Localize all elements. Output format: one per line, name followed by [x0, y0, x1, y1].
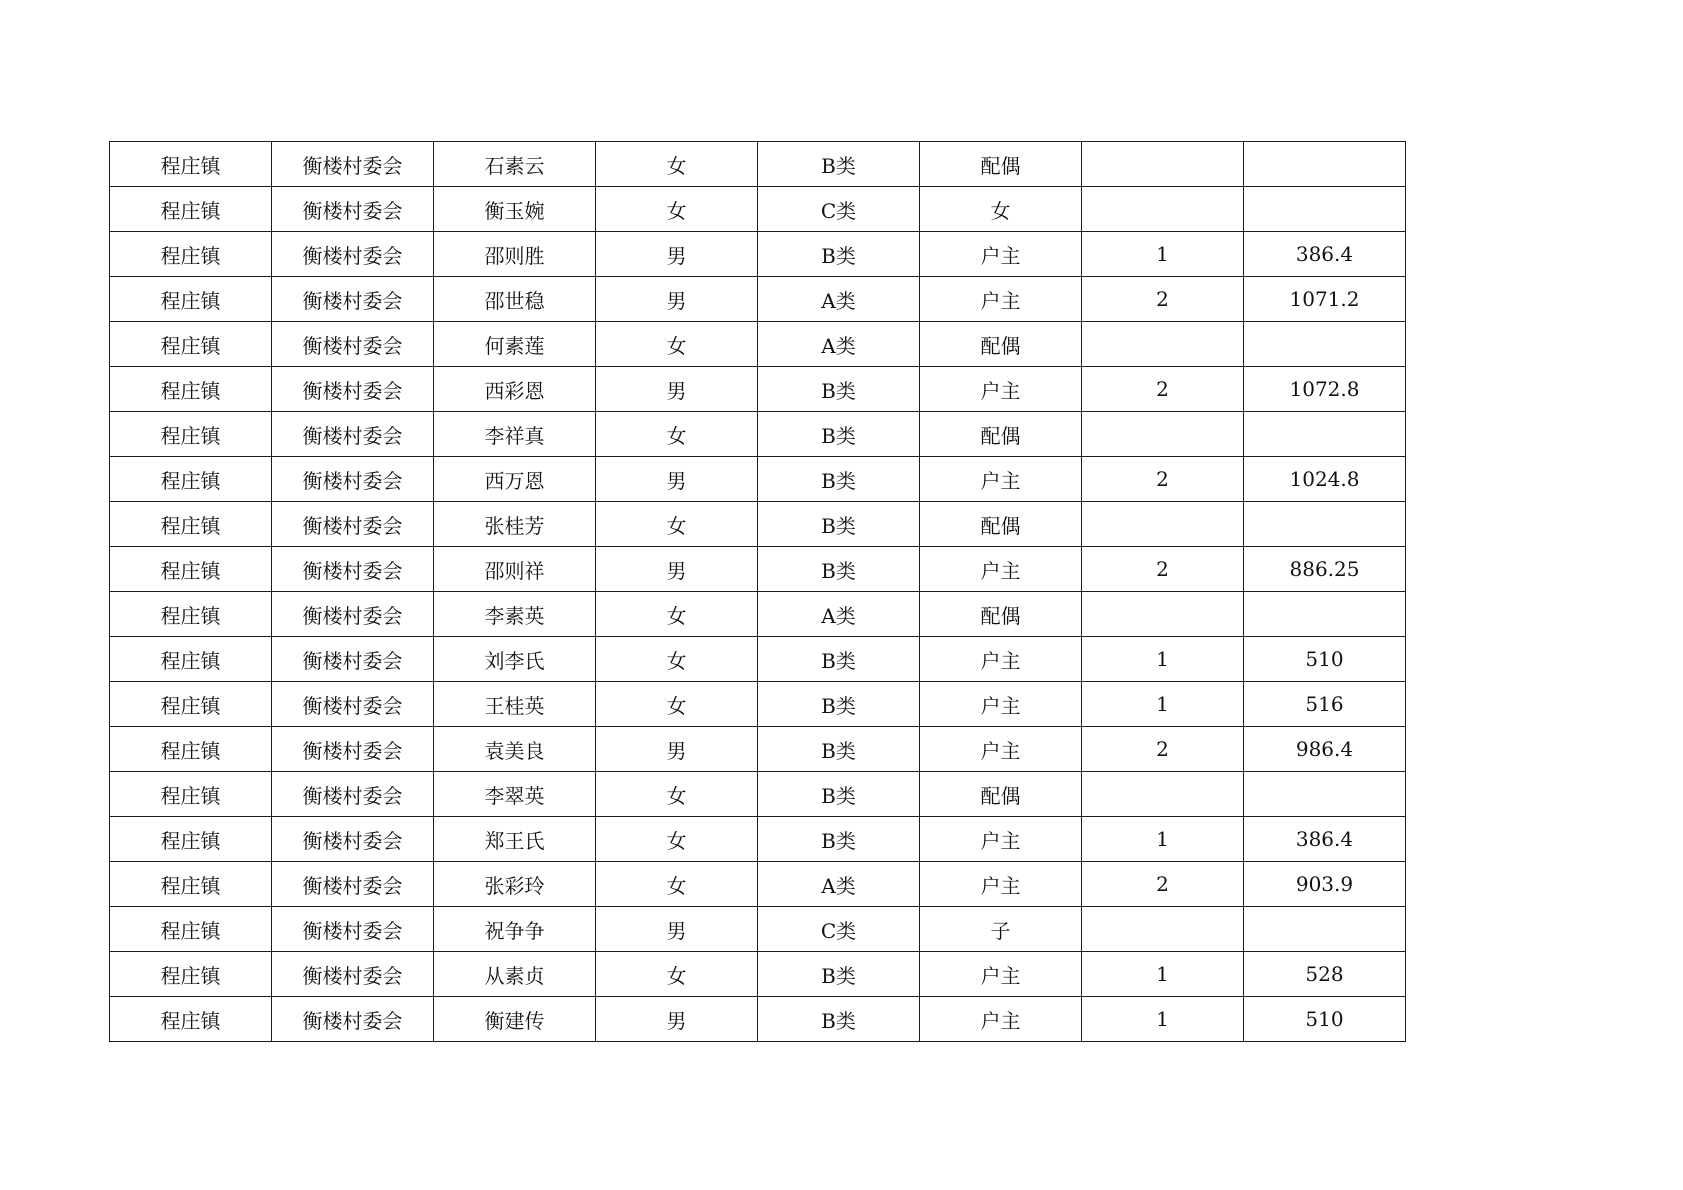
village-cell: 衡楼村委会 — [272, 862, 434, 907]
town-cell: 程庄镇 — [110, 322, 272, 367]
village-cell: 衡楼村委会 — [272, 592, 434, 637]
table-row — [110, 727, 1406, 772]
table-row — [110, 277, 1406, 322]
gender-cell: 女 — [596, 592, 758, 637]
amount-cell: 986.4 — [1244, 727, 1406, 772]
table-row — [110, 682, 1406, 727]
town-cell: 程庄镇 — [110, 952, 272, 997]
relation-cell: 户主 — [920, 682, 1082, 727]
gender-cell: 男 — [596, 367, 758, 412]
amount-cell: 903.9 — [1244, 862, 1406, 907]
gender-cell: 女 — [596, 412, 758, 457]
table-row — [110, 637, 1406, 682]
relation-cell: 配偶 — [920, 412, 1082, 457]
name-cell: 王桂英 — [434, 682, 596, 727]
relation-cell: 户主 — [920, 457, 1082, 502]
name-cell: 郑王氏 — [434, 817, 596, 862]
household-count-cell — [1082, 412, 1244, 457]
name-cell: 从素贞 — [434, 952, 596, 997]
name-cell: 何素莲 — [434, 322, 596, 367]
gender-cell: 女 — [596, 952, 758, 997]
category-cell: B类 — [758, 997, 920, 1042]
category-cell: B类 — [758, 367, 920, 412]
town-cell: 程庄镇 — [110, 502, 272, 547]
category-cell: A类 — [758, 592, 920, 637]
relation-cell: 户主 — [920, 727, 1082, 772]
table-row — [110, 457, 1406, 502]
amount-cell: 1072.8 — [1244, 367, 1406, 412]
table-body — [110, 142, 1406, 1042]
relation-cell: 户主 — [920, 862, 1082, 907]
town-cell: 程庄镇 — [110, 232, 272, 277]
town-cell: 程庄镇 — [110, 682, 272, 727]
amount-cell: 510 — [1244, 997, 1406, 1042]
household-count-cell: 2 — [1082, 457, 1244, 502]
category-cell: C类 — [758, 187, 920, 232]
table-row — [110, 817, 1406, 862]
household-count-cell — [1082, 142, 1244, 187]
village-cell: 衡楼村委会 — [272, 412, 434, 457]
village-cell: 衡楼村委会 — [272, 187, 434, 232]
town-cell: 程庄镇 — [110, 862, 272, 907]
town-cell: 程庄镇 — [110, 547, 272, 592]
household-count-cell — [1082, 907, 1244, 952]
town-cell: 程庄镇 — [110, 592, 272, 637]
category-cell: B类 — [758, 727, 920, 772]
village-cell: 衡楼村委会 — [272, 637, 434, 682]
household-count-cell: 2 — [1082, 862, 1244, 907]
name-cell: 张彩玲 — [434, 862, 596, 907]
gender-cell: 女 — [596, 862, 758, 907]
village-cell: 衡楼村委会 — [272, 142, 434, 187]
amount-cell: 886.25 — [1244, 547, 1406, 592]
village-cell: 衡楼村委会 — [272, 907, 434, 952]
household-count-cell: 2 — [1082, 277, 1244, 322]
town-cell: 程庄镇 — [110, 412, 272, 457]
town-cell: 程庄镇 — [110, 997, 272, 1042]
amount-cell — [1244, 592, 1406, 637]
household-count-cell: 1 — [1082, 952, 1244, 997]
household-count-cell: 1 — [1082, 232, 1244, 277]
data-table — [109, 141, 1406, 1042]
amount-cell: 528 — [1244, 952, 1406, 997]
relation-cell: 户主 — [920, 817, 1082, 862]
category-cell: B类 — [758, 817, 920, 862]
table-row — [110, 862, 1406, 907]
table-row — [110, 907, 1406, 952]
name-cell: 祝争争 — [434, 907, 596, 952]
household-count-cell — [1082, 502, 1244, 547]
relation-cell: 子 — [920, 907, 1082, 952]
name-cell: 李翠英 — [434, 772, 596, 817]
household-count-cell — [1082, 187, 1244, 232]
name-cell: 李素英 — [434, 592, 596, 637]
relation-cell: 配偶 — [920, 772, 1082, 817]
amount-cell — [1244, 322, 1406, 367]
gender-cell: 男 — [596, 232, 758, 277]
relation-cell: 配偶 — [920, 322, 1082, 367]
name-cell: 西彩恩 — [434, 367, 596, 412]
gender-cell: 女 — [596, 142, 758, 187]
village-cell: 衡楼村委会 — [272, 457, 434, 502]
gender-cell: 女 — [596, 682, 758, 727]
amount-cell — [1244, 412, 1406, 457]
category-cell: B类 — [758, 547, 920, 592]
name-cell: 衡玉婉 — [434, 187, 596, 232]
category-cell: B类 — [758, 952, 920, 997]
amount-cell: 516 — [1244, 682, 1406, 727]
household-count-cell — [1082, 772, 1244, 817]
village-cell: 衡楼村委会 — [272, 322, 434, 367]
table-row — [110, 952, 1406, 997]
gender-cell: 男 — [596, 277, 758, 322]
amount-cell: 510 — [1244, 637, 1406, 682]
category-cell: B类 — [758, 232, 920, 277]
relation-cell: 女 — [920, 187, 1082, 232]
amount-cell: 1071.2 — [1244, 277, 1406, 322]
amount-cell: 386.4 — [1244, 817, 1406, 862]
name-cell: 邵则祥 — [434, 547, 596, 592]
amount-cell — [1244, 502, 1406, 547]
town-cell: 程庄镇 — [110, 772, 272, 817]
category-cell: B类 — [758, 142, 920, 187]
household-count-cell: 1 — [1082, 637, 1244, 682]
household-count-cell — [1082, 322, 1244, 367]
amount-cell — [1244, 772, 1406, 817]
village-cell: 衡楼村委会 — [272, 367, 434, 412]
name-cell: 西万恩 — [434, 457, 596, 502]
village-cell: 衡楼村委会 — [272, 277, 434, 322]
town-cell: 程庄镇 — [110, 277, 272, 322]
amount-cell — [1244, 142, 1406, 187]
town-cell: 程庄镇 — [110, 817, 272, 862]
town-cell: 程庄镇 — [110, 367, 272, 412]
relation-cell: 配偶 — [920, 502, 1082, 547]
name-cell: 石素云 — [434, 142, 596, 187]
village-cell: 衡楼村委会 — [272, 817, 434, 862]
gender-cell: 女 — [596, 502, 758, 547]
category-cell: B类 — [758, 412, 920, 457]
village-cell: 衡楼村委会 — [272, 772, 434, 817]
gender-cell: 女 — [596, 637, 758, 682]
town-cell: 程庄镇 — [110, 637, 272, 682]
town-cell: 程庄镇 — [110, 727, 272, 772]
table-row — [110, 412, 1406, 457]
relation-cell: 户主 — [920, 637, 1082, 682]
relation-cell: 户主 — [920, 367, 1082, 412]
relation-cell: 户主 — [920, 232, 1082, 277]
gender-cell: 女 — [596, 322, 758, 367]
relation-cell: 配偶 — [920, 592, 1082, 637]
gender-cell: 女 — [596, 772, 758, 817]
relation-cell: 户主 — [920, 997, 1082, 1042]
table-row — [110, 187, 1406, 232]
name-cell: 邵则胜 — [434, 232, 596, 277]
category-cell: B类 — [758, 682, 920, 727]
name-cell: 张桂芳 — [434, 502, 596, 547]
name-cell: 衡建传 — [434, 997, 596, 1042]
name-cell: 刘李氏 — [434, 637, 596, 682]
category-cell: B类 — [758, 772, 920, 817]
village-cell: 衡楼村委会 — [272, 952, 434, 997]
category-cell: B类 — [758, 637, 920, 682]
village-cell: 衡楼村委会 — [272, 682, 434, 727]
table-row — [110, 367, 1406, 412]
relation-cell: 户主 — [920, 277, 1082, 322]
category-cell: A类 — [758, 322, 920, 367]
relation-cell: 配偶 — [920, 142, 1082, 187]
name-cell: 邵世稳 — [434, 277, 596, 322]
gender-cell: 女 — [596, 187, 758, 232]
household-count-cell: 1 — [1082, 817, 1244, 862]
amount-cell: 386.4 — [1244, 232, 1406, 277]
amount-cell — [1244, 187, 1406, 232]
village-cell: 衡楼村委会 — [272, 232, 434, 277]
gender-cell: 男 — [596, 907, 758, 952]
table-row — [110, 322, 1406, 367]
category-cell: A类 — [758, 862, 920, 907]
gender-cell: 男 — [596, 727, 758, 772]
town-cell: 程庄镇 — [110, 457, 272, 502]
relation-cell: 户主 — [920, 547, 1082, 592]
category-cell: C类 — [758, 907, 920, 952]
household-count-cell: 1 — [1082, 682, 1244, 727]
village-cell: 衡楼村委会 — [272, 727, 434, 772]
table-row — [110, 997, 1406, 1042]
town-cell: 程庄镇 — [110, 907, 272, 952]
household-count-cell — [1082, 592, 1244, 637]
category-cell: B类 — [758, 502, 920, 547]
name-cell: 袁美良 — [434, 727, 596, 772]
table-row — [110, 772, 1406, 817]
town-cell: 程庄镇 — [110, 187, 272, 232]
category-cell: B类 — [758, 457, 920, 502]
table-row — [110, 547, 1406, 592]
relation-cell: 户主 — [920, 952, 1082, 997]
household-count-cell: 2 — [1082, 727, 1244, 772]
table-row — [110, 592, 1406, 637]
name-cell: 李祥真 — [434, 412, 596, 457]
gender-cell: 男 — [596, 547, 758, 592]
household-count-cell: 1 — [1082, 997, 1244, 1042]
household-count-cell: 2 — [1082, 367, 1244, 412]
amount-cell — [1244, 907, 1406, 952]
village-cell: 衡楼村委会 — [272, 547, 434, 592]
village-cell: 衡楼村委会 — [272, 502, 434, 547]
gender-cell: 男 — [596, 457, 758, 502]
town-cell: 程庄镇 — [110, 142, 272, 187]
table-row — [110, 502, 1406, 547]
village-cell: 衡楼村委会 — [272, 997, 434, 1042]
household-count-cell: 2 — [1082, 547, 1244, 592]
amount-cell: 1024.8 — [1244, 457, 1406, 502]
gender-cell: 女 — [596, 817, 758, 862]
gender-cell: 男 — [596, 997, 758, 1042]
category-cell: A类 — [758, 277, 920, 322]
table-row — [110, 232, 1406, 277]
table-row — [110, 142, 1406, 187]
